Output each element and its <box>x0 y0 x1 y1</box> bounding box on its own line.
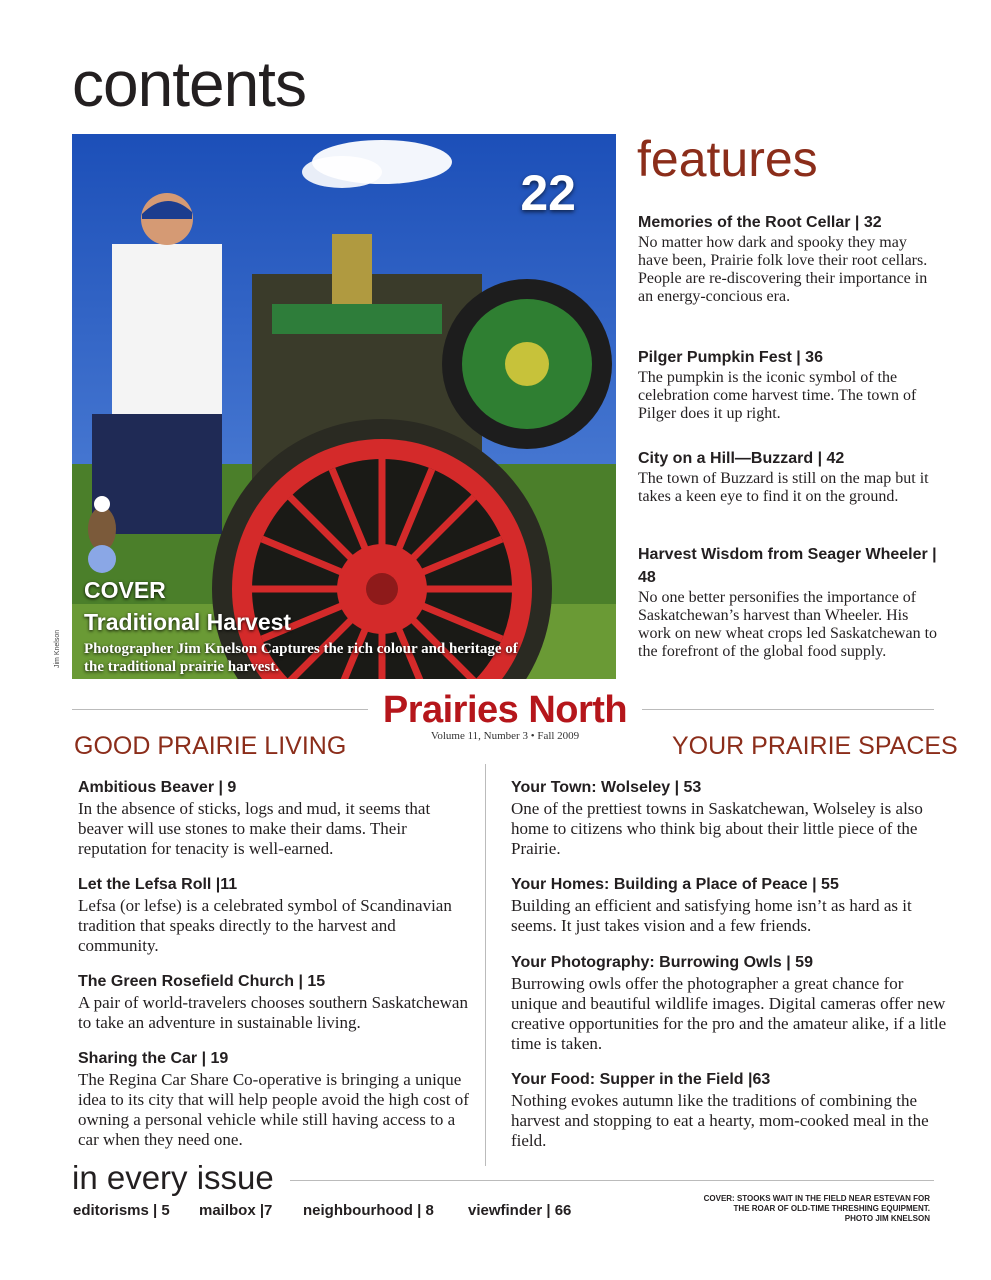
divider-line <box>290 1180 934 1181</box>
every-issue-item[interactable]: neighbourhood | 8 <box>303 1202 434 1219</box>
article-item[interactable] <box>511 1069 951 1151</box>
article-description: In the absence of sticks, logs and mud, it seems that beaver will use stones to make their dams. Their reputation for tenacity is well-earned. <box>78 799 431 858</box>
cover-photo[interactable] <box>72 134 616 679</box>
article-description: Lefsa (or lefse) is a celebrated symbol of Scandinavian tradition that speaks directly to the harvest and community. <box>78 896 452 955</box>
article-title[interactable]: Your Food: Supper in the Field |63 <box>511 1071 771 1088</box>
every-issue-item[interactable]: editorisms | 5 <box>73 1202 170 1219</box>
feature-item[interactable] <box>638 346 938 423</box>
features-heading: features <box>637 131 818 187</box>
column-divider <box>485 764 486 1166</box>
article-title[interactable]: Your Homes: Building a Place of Peace | 55 <box>511 876 839 893</box>
divider-line <box>72 709 368 710</box>
cover-label: COVER <box>84 577 166 603</box>
feature-description: No matter how dark and spooky they may have been, Prairie folk love their root cellars. People are re-discovering their importance in an energy-concious era. <box>638 234 928 305</box>
feature-description: No one better personifies the importance of Saskatchewan’s harvest than Wheeler. His work on new wheat crops led Saskatchewan to the forefront of the global food supply. <box>638 589 938 660</box>
article-title[interactable]: Your Town: Wolseley | 53 <box>511 779 702 796</box>
article-item[interactable] <box>511 952 951 1054</box>
magazine-name: Prairies North <box>382 689 628 731</box>
cover-caption <box>84 574 524 676</box>
article-item[interactable] <box>78 971 473 1033</box>
your-prairie-spaces-heading: YOUR PRAIRIE SPACES <box>672 732 958 760</box>
page-title: contents <box>72 48 306 120</box>
good-prairie-living-heading: GOOD PRAIRIE LIVING <box>74 732 347 760</box>
cover-note-line: PHOTO JIM KNELSON <box>844 1214 930 1223</box>
article-description: One of the prettiest towns in Saskatchewan, Wolseley is also home to citizens who think big about their little piece of the Prairie. <box>511 799 923 858</box>
article-item[interactable] <box>78 777 473 859</box>
article-item[interactable] <box>78 1048 473 1150</box>
masthead <box>372 690 638 742</box>
volume-info: Volume 11, Number 3 • Fall 2009 <box>430 730 580 742</box>
article-item[interactable] <box>511 874 951 936</box>
feature-item[interactable] <box>638 211 938 306</box>
article-title[interactable]: The Green Rosefield Church | 15 <box>78 973 326 990</box>
divider-line <box>642 709 934 710</box>
article-description: Burrowing owls offer the photographer a great chance for unique and beautiful wildlife images. Digital cameras offer new creative opportunities for the pro and the amateur alike, if a litle time is taken. <box>511 974 947 1053</box>
article-title[interactable]: Ambitious Beaver | 9 <box>78 779 237 796</box>
article-title[interactable]: Sharing the Car | 19 <box>78 1050 229 1067</box>
every-issue-heading: in every issue <box>72 1159 274 1196</box>
article-description: A pair of world-travelers chooses southern Saskatchewan to take an adventure in sustainable living. <box>78 993 468 1032</box>
feature-description: The pumpkin is the iconic symbol of the celebration come harvest time. The town of Pilger does it up right. <box>638 369 917 422</box>
feature-description: The town of Buzzard is still on the map but it takes a keen eye to find it on the ground. <box>638 470 929 505</box>
cover-note-line: THE ROAR OF OLD-TIME THRESHING EQUIPMENT. <box>733 1204 930 1213</box>
feature-title[interactable]: Memories of the Root Cellar | 32 <box>638 214 882 231</box>
feature-item[interactable] <box>638 447 938 506</box>
cover-note-line: COVER: STOOKS WAIT IN THE FIELD NEAR ESTEVAN FOR <box>703 1194 930 1203</box>
cover-description: Photographer Jim Knelson Captures the rich colour and heritage of the traditional prairie harvest. <box>84 641 518 675</box>
article-description: Building an efficient and satisfying home isn’t as hard as it seems. It just takes vision and a few friends. <box>511 896 912 935</box>
feature-title[interactable]: Harvest Wisdom from Seager Wheeler | 48 <box>638 546 937 586</box>
every-issue-item[interactable]: viewfinder | 66 <box>468 1202 572 1219</box>
article-title[interactable]: Your Photography: Burrowing Owls | 59 <box>511 954 813 971</box>
article-item[interactable] <box>511 777 951 859</box>
every-issue-item[interactable]: mailbox |7 <box>199 1202 273 1219</box>
cover-page-number: 22 <box>520 165 576 221</box>
feature-item[interactable] <box>638 543 938 661</box>
feature-title[interactable]: Pilger Pumpkin Fest | 36 <box>638 349 823 366</box>
article-title[interactable]: Let the Lefsa Roll |11 <box>78 876 238 893</box>
cover-title: Traditional Harvest <box>84 609 292 635</box>
article-description: The Regina Car Share Co-operative is bringing a unique idea to its city that will help people avoid the high cost of owning a personal vehicle while still having access to a car when they need one. <box>78 1070 469 1149</box>
article-item[interactable] <box>78 874 473 956</box>
article-description: Nothing evokes autumn like the traditions of combining the harvest and stopping to eat a hearty, mom-cooked meal in the field. <box>511 1091 929 1150</box>
cover-note <box>680 1194 930 1224</box>
feature-title[interactable]: City on a Hill—Buzzard | 42 <box>638 450 845 467</box>
photo-credit: Jim Knelson <box>54 629 61 668</box>
